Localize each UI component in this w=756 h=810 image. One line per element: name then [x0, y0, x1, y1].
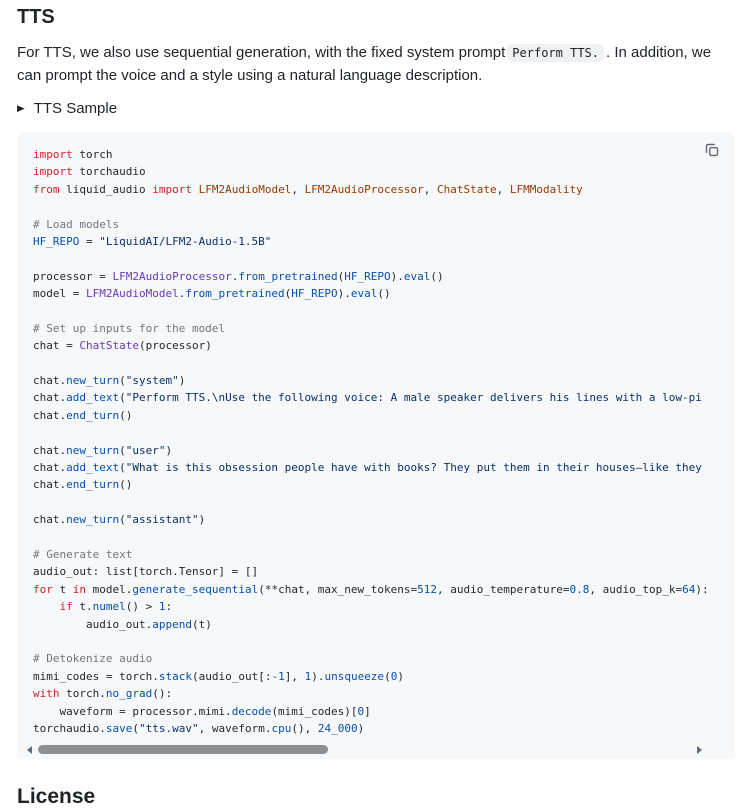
code-line: chat.new_turn("user") [33, 443, 173, 457]
code-line: audio_out: list[torch.Tensor] = [] [33, 565, 259, 579]
code-line: chat.new_turn("assistant") [33, 513, 206, 527]
intro-paragraph [17, 42, 739, 86]
disclosure-triangle-icon: ▶ [17, 103, 25, 114]
code-line: if t.numel() > 1: [59, 600, 173, 614]
scroll-left-arrow-icon[interactable] [27, 746, 32, 754]
code-line: chat.add_text("What is this obsession people have with books? They put them in their houses—like they [33, 461, 702, 475]
code-content [33, 146, 719, 737]
scrollbar-thumb[interactable] [38, 745, 328, 754]
code-line: waveform = processor.mimi.decode(mimi_codes)[0] [33, 704, 371, 718]
code-line [33, 198, 719, 215]
code-line: HF_REPO = "LiquidAI/LFM2-Audio-1.5B" [33, 234, 272, 248]
scroll-right-arrow-icon[interactable] [697, 746, 702, 754]
code-line: # Load models [33, 217, 120, 231]
code-line: audio_out.append(t) [33, 617, 212, 631]
code-line: import torch [33, 148, 113, 161]
code-line: model = LFM2AudioModel.from_pretrained(HF_REPO).eval() [33, 287, 391, 301]
code-line [33, 529, 719, 546]
code-line [33, 424, 719, 441]
code-line [33, 355, 719, 372]
code-block [17, 132, 735, 759]
code-line: for t in model.generate_sequential(**chat, max_new_tokens=512, audio_temperature=0.8, audio_top_k=64): [33, 582, 709, 596]
code-line: torchaudio.save("tts.wav", waveform.cpu(), 24_000) [33, 721, 365, 735]
code-line [33, 633, 719, 650]
code-line: chat = ChatState(processor) [33, 339, 212, 353]
code-line [33, 494, 719, 511]
horizontal-scrollbar[interactable] [17, 743, 735, 757]
code-line: mimi_codes = torch.stack(audio_out[:-1], 1).unsqueeze(0) [33, 669, 404, 683]
code-line: import torchaudio [33, 165, 146, 179]
details-summary-label: TTS Sample [33, 100, 118, 117]
intro-text-before: For TTS, we also use sequential generation, with the fixed system prompt [17, 44, 506, 61]
code-line: # Set up inputs for the model [33, 321, 226, 335]
code-line: # Detokenize audio [33, 652, 153, 666]
code-line: chat.add_text("Perform TTS.\nUse the following voice: A male speaker delivers his lines with a low-pi [33, 391, 702, 405]
code-line: chat.end_turn() [33, 478, 133, 492]
code-line: chat.end_turn() [33, 408, 133, 422]
copy-button[interactable] [702, 141, 722, 161]
code-line: chat.new_turn("system") [33, 374, 186, 388]
intro-text-after: . In addition, we can prompt the voice and a style using a natural language description. [17, 44, 712, 84]
code-line: processor = LFM2AudioProcessor.from_pretrained(HF_REPO).eval() [33, 269, 444, 283]
code-line: with torch.no_grad(): [33, 687, 173, 701]
page-title: TTS [17, 6, 55, 28]
code-line: from liquid_audio import LFM2AudioModel, LFM2AudioProcessor, ChatState, LFMModality [33, 182, 583, 196]
code-line [33, 250, 719, 267]
license-heading: License [17, 785, 96, 809]
code-line [33, 303, 719, 320]
tts-sample-details-toggle[interactable] [17, 100, 117, 118]
code-line: # Generate text [33, 547, 133, 561]
copy-icon [704, 142, 720, 161]
inline-code-chip: Perform TTS. [507, 44, 604, 62]
